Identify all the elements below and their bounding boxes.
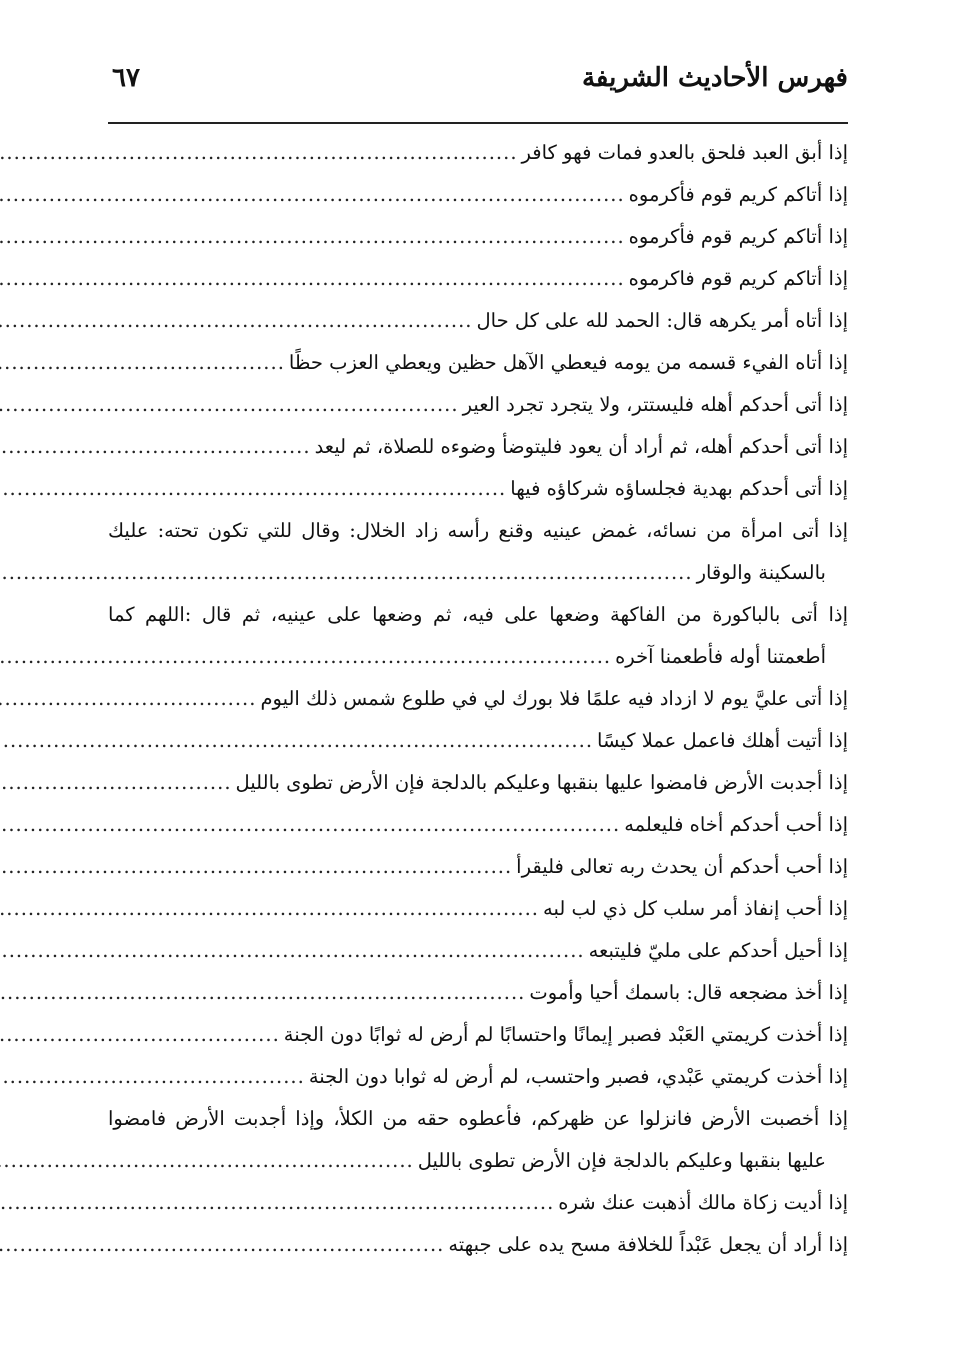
entry-text: إذا أحب أحدكم أخاه فليعلمه: [624, 813, 848, 836]
index-entry: [108, 1014, 848, 1056]
index-entry: [108, 300, 848, 342]
entry-text: إذا أخذت كريمتي عَبْدي، فصبر واحتسب، لم أرض له ثوابا دون الجنة: [308, 1065, 848, 1088]
dot-leader: [0, 846, 516, 888]
index-entry: [108, 216, 848, 258]
entry-text-continued: بالسكينة والوقار: [696, 561, 826, 584]
dot-leader: [0, 762, 236, 804]
dot-leader: [0, 678, 260, 720]
entry-text: إذا أخصبت الأرض فانزلوا عن ظهركم، فأعطوه حقه من الكلأ، وإذا أجدبت الأرض فامضوا: [108, 1107, 848, 1130]
dot-leader: [0, 300, 477, 342]
index-entry: [108, 762, 848, 804]
entry-text: إذا أتى عليَّ يوم لا ازداد فيه علمًا فلا بورك لي في طلوع شمس ذلك اليوم: [260, 687, 848, 710]
dot-leader: [0, 804, 624, 846]
dot-leader: [0, 216, 629, 258]
entry-text: إذا أخذت كريمتي العَبْد فصبر إيمانًا واحتسابًا لم أرض له ثوابًا دون الجنة: [283, 1023, 848, 1046]
dot-leader: [0, 1224, 448, 1266]
index-entry: [108, 426, 848, 468]
entry-text: إذا أتاه أمر يكرهه قال: الحمد لله على كل حال: [476, 309, 848, 332]
index-entry: [108, 132, 848, 174]
dot-leader: [0, 468, 510, 510]
index-entry: [108, 804, 848, 846]
header-divider: [108, 122, 848, 124]
dot-leader: [0, 972, 529, 1014]
dot-leader: [0, 1014, 284, 1056]
entry-text: إذا أديت زكاة مالك أذهبت عنك شره: [558, 1191, 848, 1214]
index-entry: [108, 1056, 848, 1098]
dot-leader: [0, 1056, 309, 1098]
entry-text: إذا أتى أحدكم أهله، ثم أراد أن يعود فليتوضأ وضوءه للصلاة، ثم ليعد: [314, 435, 848, 458]
index-entry: [108, 342, 848, 384]
entry-text: إذا أتى أحدكم بهدية فجلساؤه شركاؤه فيها: [510, 477, 848, 500]
index-entry: [108, 678, 848, 720]
page-title: فهرس الأحاديث الشريفة: [581, 63, 848, 93]
index-entry: [108, 1182, 848, 1224]
entry-text: إذا أتاكم كريم قوم فاكرموه: [628, 267, 848, 290]
entry-text: إذا أتى أحدكم أهله فليستتر، ولا يتجرد تجرد العير: [462, 393, 848, 416]
hadith-index-list: [108, 132, 848, 1266]
dot-leader: [0, 720, 597, 762]
entry-text: إذا أراد أن يجعل عَبْداً للخلافة مسح يده على جبهته: [448, 1233, 848, 1256]
index-entry: [108, 174, 848, 216]
index-entry: [108, 930, 848, 972]
dot-leader: [0, 384, 463, 426]
index-entry: [108, 384, 848, 426]
entry-text: إذا أتى بالباكورة من الفاكهة وضعها على فيه، ثم وضعها على عينيه، ثم قال :اللهم كما: [108, 603, 848, 626]
page-header: [108, 58, 848, 102]
dot-leader: [0, 1182, 558, 1224]
index-entry: [108, 468, 848, 510]
entry-text: إذا أتاه الفيء قسمه من يومه فيعطي الآهل حظين ويعطي العزب حظًا: [288, 351, 848, 374]
index-entry: [108, 888, 848, 930]
entry-text: إذا أحب أحدكم أن يحدث ربه تعالى فليقرأ: [516, 855, 848, 878]
entry-text: إذا أخذ مضجعه قال: باسمك أحيا وأموت: [529, 981, 848, 1004]
entry-text: إذا أتيت أهلك فاعمل عملا كيسًا: [597, 729, 848, 752]
dot-leader: [0, 930, 589, 972]
page-number: ٦٧: [112, 63, 140, 93]
index-entry: [108, 510, 848, 594]
dot-leader: [0, 552, 697, 594]
dot-leader: [0, 426, 315, 468]
index-entry: [108, 1224, 848, 1266]
index-entry: [108, 594, 848, 678]
index-entry: [108, 972, 848, 1014]
entry-text-continued: عليها بنقبها وعليكم بالدلجة فإن الأرض تطوى بالليل: [417, 1149, 826, 1172]
entry-text: إذا أتى امرأة من نسائه، غمض عينيه وقنع رأسه زاد الخلال: وقال للتي تكون تحته: عليك: [108, 519, 848, 542]
entry-text-continued: أطعمتنا أوله فأطعمنا آخره: [615, 645, 826, 668]
dot-leader: [0, 258, 629, 300]
dot-leader: [0, 342, 289, 384]
entry-text: إذا أحيل أحدكم على مليّ فليتبعه: [588, 939, 848, 962]
index-entry: [108, 258, 848, 300]
entry-text: إذا أحب إنفاذ أمر سلب كل ذي لب لبه: [543, 897, 848, 920]
index-entry: [108, 720, 848, 762]
dot-leader: [0, 1140, 418, 1182]
entry-text: إذا أبق العبد فلحق بالعدو فمات فهو كافر: [521, 141, 848, 164]
dot-leader: [0, 174, 629, 216]
index-entry: [108, 1098, 848, 1182]
entry-text: إذا أتاكم كريم قوم فأكرموه: [628, 225, 848, 248]
index-entry: [108, 846, 848, 888]
dot-leader: [0, 132, 522, 174]
entry-text: إذا أتاكم كريم قوم فأكرموه: [628, 183, 848, 206]
dot-leader: [0, 636, 615, 678]
dot-leader: [0, 888, 543, 930]
entry-text: إذا أجدبت الأرض فامضوا عليها بنقبها وعليكم بالدلجة فإن الأرض تطوى بالليل: [235, 771, 848, 794]
